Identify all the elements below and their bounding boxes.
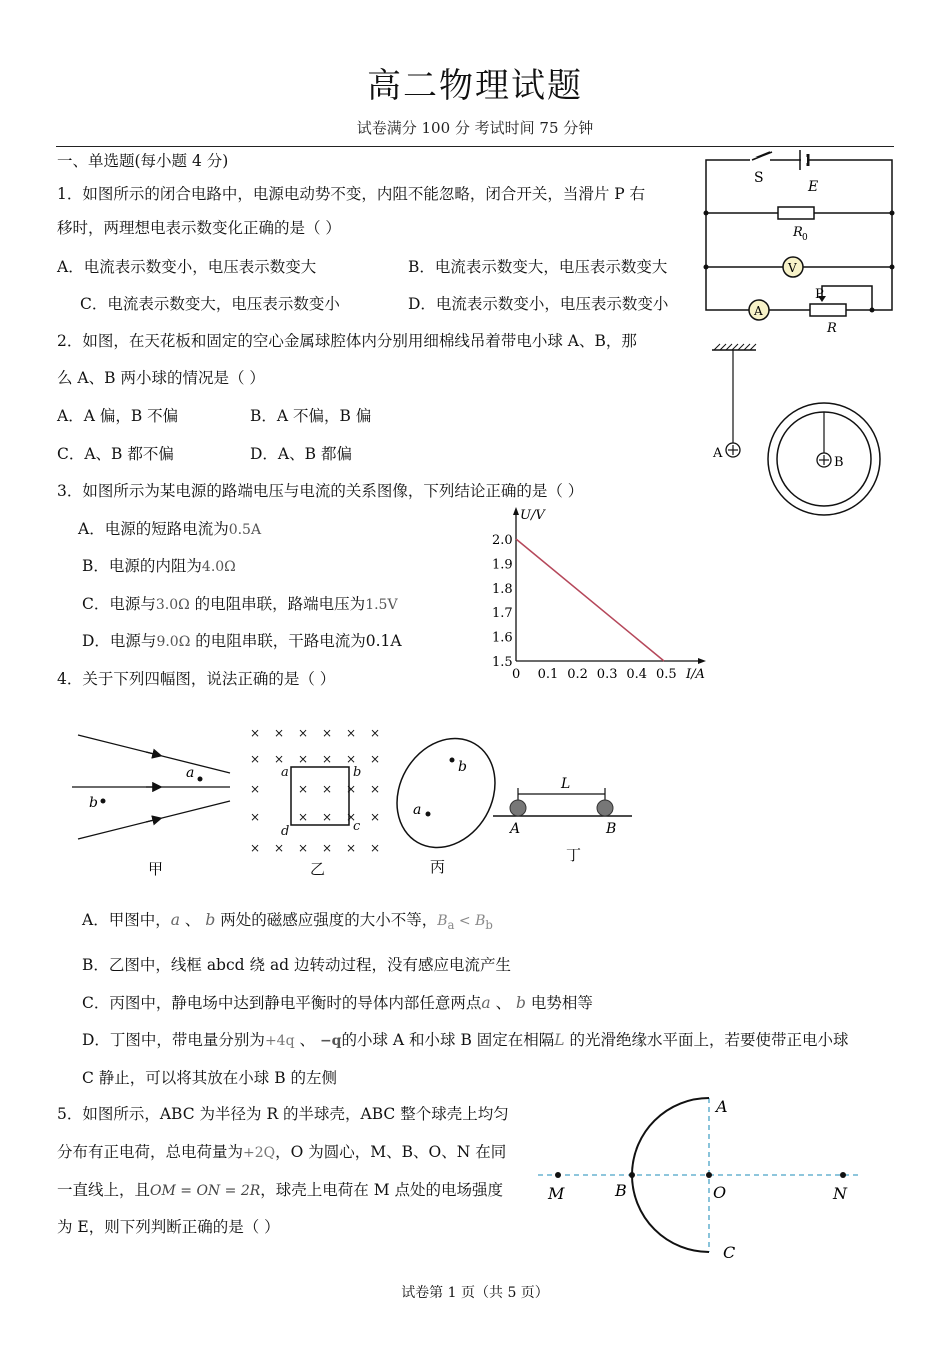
jia-label-a: a — [186, 765, 195, 781]
q3-option-b: B．电源的内阻为4.0Ω — [82, 557, 236, 575]
q1-option-a: A．电流表示数变小，电压表示数变大 — [57, 258, 317, 276]
label-n: N — [833, 1184, 847, 1203]
svg-text:×: × — [370, 752, 381, 766]
q5-stem-line1: 5．如图所示，ABC 为半径为 R 的半球壳，ABC 整个球壳上均匀 — [57, 1105, 509, 1123]
q4-figures — [60, 715, 660, 885]
q3-option-c: C．电源与3.0Ω 的电阻串联，路端电压为1.5V — [82, 595, 398, 613]
label-a: A — [716, 1097, 728, 1116]
label-v: V — [788, 261, 797, 275]
figure-ding — [493, 776, 632, 864]
svg-text:×: × — [346, 810, 357, 824]
label-s: S — [754, 170, 764, 186]
bing-label-b: b — [458, 759, 467, 775]
q1-option-d: D．电流表示数变小，电压表示数变小 — [408, 295, 669, 313]
yi-label-a: a — [281, 765, 289, 780]
yi-label-d: d — [281, 824, 290, 839]
q4-option-c: C．丙图中，静电场中达到静电平衡时的导体内部任意两点a 、 b 电势相等 — [82, 994, 593, 1012]
q5-stem-line2: 分布有正电荷，总电荷量为+2Q，O 为圆心，M、B、O、N 在同 — [57, 1143, 507, 1161]
q5-stem-line4: 为 E，则下列判断正确的是（ ） — [57, 1218, 280, 1236]
svg-text:×: × — [298, 752, 309, 766]
page-footer: 试卷第 1 页（共 5 页） — [401, 1285, 549, 1301]
q2-stem-line2: 么 A、B 两小球的情况是（ ） — [57, 369, 265, 387]
figure-bing — [378, 721, 515, 876]
x-tick-label: 0.4 — [626, 667, 648, 682]
yi-label-c: c — [353, 819, 361, 834]
q3-option-a: A．电源的短路电流为0.5A — [78, 520, 262, 538]
q1-stem-line2: 移时，两理想电表示数变化正确的是（ ） — [57, 219, 341, 237]
y-tick-label: 1.8 — [492, 581, 513, 597]
y-tick-label: 1.6 — [492, 630, 513, 646]
label-p: P — [815, 287, 824, 302]
svg-text:×: × — [322, 726, 333, 740]
q1-option-b: B．电流表示数变大，电压表示数变大 — [408, 258, 668, 276]
q2-option-d: D．A、B 都偏 — [250, 445, 352, 463]
svg-text:×: × — [346, 752, 357, 766]
yi-label-b: b — [353, 765, 362, 780]
figure-jia — [72, 735, 230, 878]
bing-label-a: a — [413, 802, 422, 818]
q2-option-b: B．A 不偏，B 偏 — [250, 407, 372, 425]
label-b: B — [615, 1181, 627, 1200]
q1-stem-line1: 1．如图所示的闭合电路中，电源电动势不变，内阻不能忽略，闭合开关，当滑片 P 右 — [57, 185, 646, 203]
svg-text:×: × — [274, 726, 285, 740]
y-tick-label: 2.0 — [492, 533, 513, 548]
svg-text:×: × — [274, 841, 285, 855]
svg-text:×: × — [250, 810, 261, 824]
q4-option-d-line2: C 静止，可以将其放在小球 B 的左侧 — [82, 1069, 338, 1087]
svg-text:×: × — [370, 841, 381, 855]
y-axis-arrow — [513, 507, 519, 515]
ui-line — [516, 539, 664, 661]
svg-text:×: × — [298, 726, 309, 740]
svg-text:×: × — [250, 726, 261, 740]
figure-yi — [250, 726, 380, 878]
x-tick-label: 0.2 — [567, 667, 588, 682]
svg-text:×: × — [322, 810, 333, 824]
resistor-r0-icon — [778, 207, 814, 219]
q4-option-b: B．乙图中，线框 abcd 绕 ad 边转动过程，没有感应电流产生 — [82, 956, 512, 974]
y-tick-label: 1.9 — [492, 557, 513, 573]
q2-diagram — [700, 342, 890, 517]
q4-stem: 4．关于下列四幅图，说法正确的是（ ） — [57, 670, 336, 688]
caption-ding: 丁 — [566, 846, 582, 864]
q5-hemisphere-diagram — [530, 1090, 870, 1265]
svg-text:×: × — [346, 726, 357, 740]
q2-stem-line1: 2．如图，在天花板和固定的空心金属球腔体内分别用细棉线吊着带电小球 A、B，那 — [57, 332, 637, 350]
label-o: O — [713, 1183, 727, 1202]
svg-text:×: × — [250, 752, 261, 766]
svg-text:×: × — [346, 841, 357, 855]
q1-option-c: C．电流表示数变大，电压表示数变小 — [80, 295, 340, 313]
q1-circuit-diagram — [700, 150, 900, 340]
svg-text:×: × — [250, 782, 261, 796]
section-heading: 一、单选题(每小题 4 分) — [57, 152, 229, 170]
x-tick-label: 0 — [512, 667, 521, 682]
x-axis-arrow — [698, 658, 706, 664]
svg-text:×: × — [346, 782, 357, 796]
label-ball-b: B — [834, 455, 844, 470]
label-c: C — [723, 1243, 736, 1262]
svg-text:×: × — [322, 841, 333, 855]
label-r0: R — [793, 225, 803, 240]
ball-b-icon — [597, 800, 613, 816]
x-tick-label: 0.5 — [656, 667, 677, 682]
ding-label-a: A — [510, 821, 521, 837]
y-axis-label: U/V — [520, 508, 545, 523]
svg-text:×: × — [250, 841, 261, 855]
caption-bing: 丙 — [430, 858, 446, 876]
jia-label-b: b — [89, 795, 98, 811]
y-tick-label: 1.7 — [492, 606, 513, 622]
svg-text:×: × — [274, 752, 285, 766]
label-ball-a: A — [713, 446, 723, 461]
q3-option-d: D．电源与9.0Ω 的电阻串联，干路电流为0.1A — [82, 632, 402, 650]
svg-text:×: × — [370, 782, 381, 796]
ding-label-b: B — [606, 821, 617, 837]
q3-stem: 3．如图所示为某电源的路端电压与电流的关系图像，下列结论正确的是（ ） — [57, 482, 584, 500]
ding-label-l: L — [561, 776, 571, 792]
svg-text:×: × — [322, 782, 333, 796]
svg-text:×: × — [298, 782, 309, 796]
rheostat-icon — [810, 304, 846, 316]
label-a: A — [754, 304, 763, 318]
label-e: E — [808, 179, 819, 195]
label-m: M — [548, 1184, 565, 1203]
label-r: R — [827, 321, 837, 336]
header-divider — [56, 146, 894, 147]
q2-option-c: C．A、B 都不偏 — [57, 445, 174, 463]
svg-text:×: × — [298, 810, 309, 824]
q3-ui-chart — [480, 505, 720, 690]
q4-option-d: D．丁图中，带电量分别为+4q 、 −q的小球 A 和小球 B 固定在相隔L 的光滑绝缘水平面上，若要使带正电小球 — [82, 1031, 849, 1049]
svg-text:×: × — [370, 726, 381, 740]
label-r0-sub: 0 — [802, 233, 808, 243]
caption-yi: 乙 — [310, 860, 326, 878]
x-tick-label: 0.1 — [537, 667, 559, 682]
caption-jia: 甲 — [148, 860, 164, 878]
q2-option-a: A．A 偏，B 不偏 — [57, 407, 179, 425]
x-axis-label: I/A — [686, 667, 705, 682]
ball-a-icon — [510, 800, 526, 816]
q5-stem-line3: 一直线上，且OM = ON = 2R，球壳上电荷在 M 点处的电场强度 — [57, 1181, 503, 1199]
hemisphere-shell — [632, 1098, 709, 1252]
svg-text:×: × — [298, 841, 309, 855]
y-tick-label: 1.5 — [492, 655, 513, 670]
x-tick-label: 0.3 — [596, 667, 618, 682]
exam-info: 试卷满分 100 分 考试时间 75 分钟 — [356, 119, 594, 137]
q4-option-a: A．甲图中，a 、 b 两处的磁感应强度的大小不等，$B_a < B_b$ — [82, 911, 493, 932]
page-title: 高二物理试题 — [367, 66, 583, 106]
svg-text:×: × — [322, 752, 333, 766]
svg-text:×: × — [370, 810, 381, 824]
